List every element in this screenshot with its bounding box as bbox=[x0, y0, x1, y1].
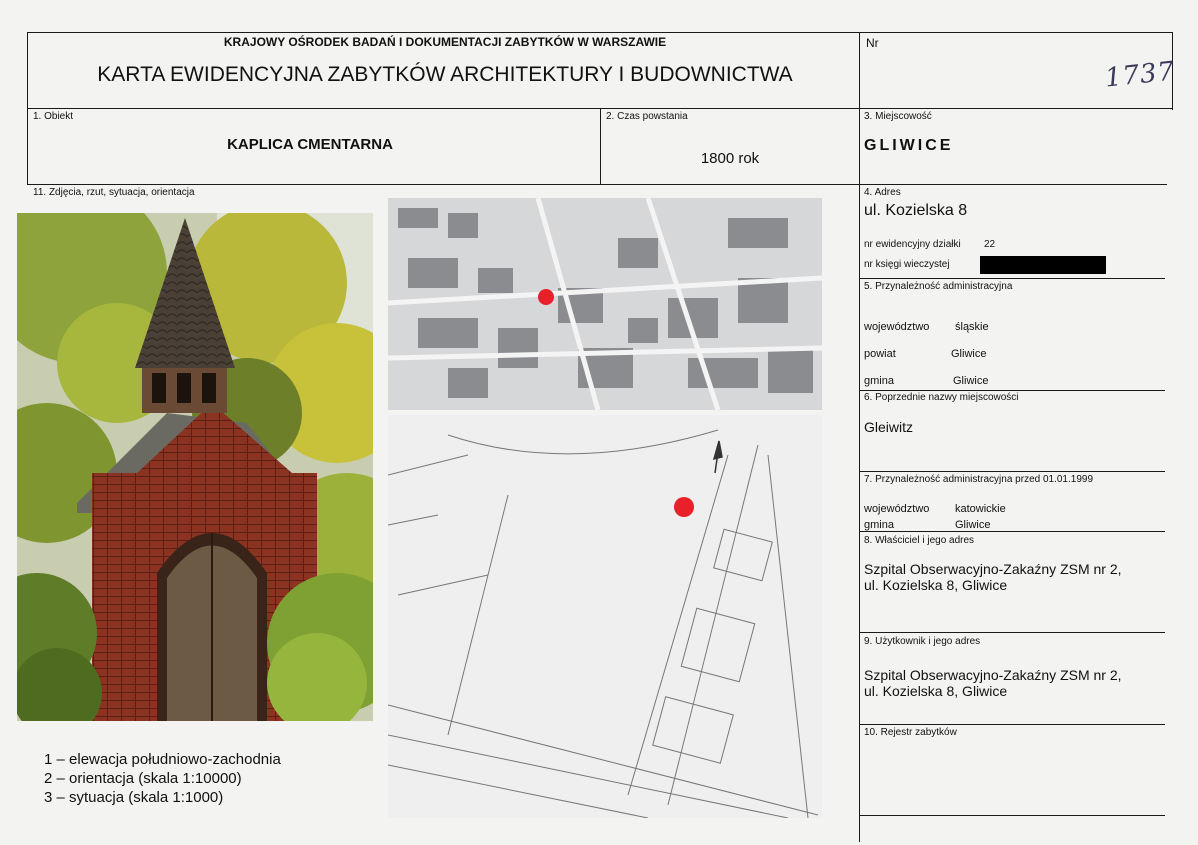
przynaleznosc-label: 5. Przynależność administracyjna bbox=[864, 281, 1013, 292]
row1-bottom bbox=[27, 184, 1167, 185]
legend-item: 2 – orientacja (skala 1:10000) bbox=[44, 770, 242, 787]
orientation-map bbox=[388, 198, 822, 410]
frame-top bbox=[27, 32, 1173, 33]
legend-item: 1 – elewacja południowo-zachodnia bbox=[44, 751, 281, 768]
legend bbox=[44, 750, 281, 807]
ksiega-label: nr księgi wieczystej bbox=[864, 259, 950, 270]
miejscowosc-value: GLIWICE bbox=[864, 137, 954, 154]
poprzednie-label: 6. Poprzednie nazwy miejscowości bbox=[864, 392, 1019, 403]
gmina-1999-value: Gliwice bbox=[955, 519, 991, 531]
wlasciciel-line2: ul. Kozielska 8, Gliwice bbox=[864, 577, 1008, 593]
gmina-1999-label: gmina bbox=[864, 519, 894, 531]
poprzednie-value: Gleiwitz bbox=[864, 419, 914, 435]
card-title: KARTA EWIDENCYJNA ZABYTKÓW ARCHITEKTURY I BUDOWNICTWA bbox=[97, 63, 793, 86]
nr-divider bbox=[859, 32, 860, 842]
wojewodztwo-1999-value: katowickie bbox=[955, 503, 1006, 515]
czas-label: 2. Czas powstania bbox=[606, 111, 688, 122]
situation-map bbox=[388, 415, 822, 818]
sep-uzytkownik bbox=[859, 724, 1165, 725]
dzialka-label: nr ewidencyjny działki bbox=[864, 239, 961, 250]
sep-przynaleznosc bbox=[859, 390, 1165, 391]
miejscowosc-label: 3. Miejscowość bbox=[864, 111, 932, 122]
col-divider-1 bbox=[600, 108, 601, 185]
dzialka-value: 22 bbox=[984, 239, 996, 250]
sep-1999 bbox=[859, 531, 1165, 532]
nr-value-handwritten: 1737 bbox=[1103, 56, 1177, 94]
adres-label: 4. Adres bbox=[864, 187, 901, 198]
institution-name: KRAJOWY OŚRODEK BADAŃ I DOKUMENTACJI ZABYTKÓW W WARSZAWIE bbox=[223, 35, 667, 49]
gmina-value: Gliwice bbox=[953, 375, 989, 387]
wojewodztwo-1999-label: województwo bbox=[864, 503, 930, 515]
czas-value: 1800 rok bbox=[700, 150, 760, 167]
uzytkownik-line1: Szpital Obserwacyjno-Zakaźny ZSM nr 2, bbox=[864, 667, 1122, 683]
ksiega-redaction bbox=[980, 256, 1106, 274]
wlasciciel-line1: Szpital Obserwacyjno-Zakaźny ZSM nr 2, bbox=[864, 561, 1122, 577]
nr-label: Nr bbox=[866, 36, 879, 50]
przynaleznosc-1999-label: 7. Przynależność administracyjna przed 01.01.1999 bbox=[864, 474, 1094, 485]
chapel-photo-drawing bbox=[17, 213, 373, 721]
orientation-map-drawing bbox=[388, 198, 822, 410]
uzytkownik-line2: ul. Kozielska 8, Gliwice bbox=[864, 683, 1008, 699]
wojewodztwo-label: województwo bbox=[864, 321, 930, 333]
wojewodztwo-value: śląskie bbox=[955, 321, 989, 333]
uzytkownik-label: 9. Użytkownik i jego adres bbox=[864, 636, 981, 647]
rejestr-label: 10. Rejestr zabytków bbox=[864, 727, 957, 738]
sep-wlasciciel bbox=[859, 632, 1165, 633]
powiat-label: powiat bbox=[864, 348, 896, 360]
powiat-value: Gliwice bbox=[951, 348, 987, 360]
wlasciciel-label: 8. Właściciel i jego adres bbox=[864, 535, 975, 546]
obiekt-label: 1. Obiekt bbox=[33, 111, 74, 122]
frame-bottom bbox=[859, 815, 1165, 816]
sep-adres bbox=[859, 278, 1165, 279]
situation-map-drawing bbox=[388, 415, 822, 818]
chapel-photo bbox=[17, 213, 373, 721]
gmina-label: gmina bbox=[864, 375, 894, 387]
obiekt-value: KAPLICA CMENTARNA bbox=[227, 136, 393, 153]
legend-item: 3 – sytuacja (skala 1:1000) bbox=[44, 789, 224, 806]
adres-value: ul. Kozielska 8 bbox=[864, 202, 968, 219]
sep-poprzednie bbox=[859, 471, 1165, 472]
orientation-marker bbox=[538, 289, 554, 305]
situation-marker bbox=[674, 497, 694, 517]
zdjecia-label: 11. Zdjęcia, rzut, sytuacja, orientacja bbox=[33, 187, 195, 198]
